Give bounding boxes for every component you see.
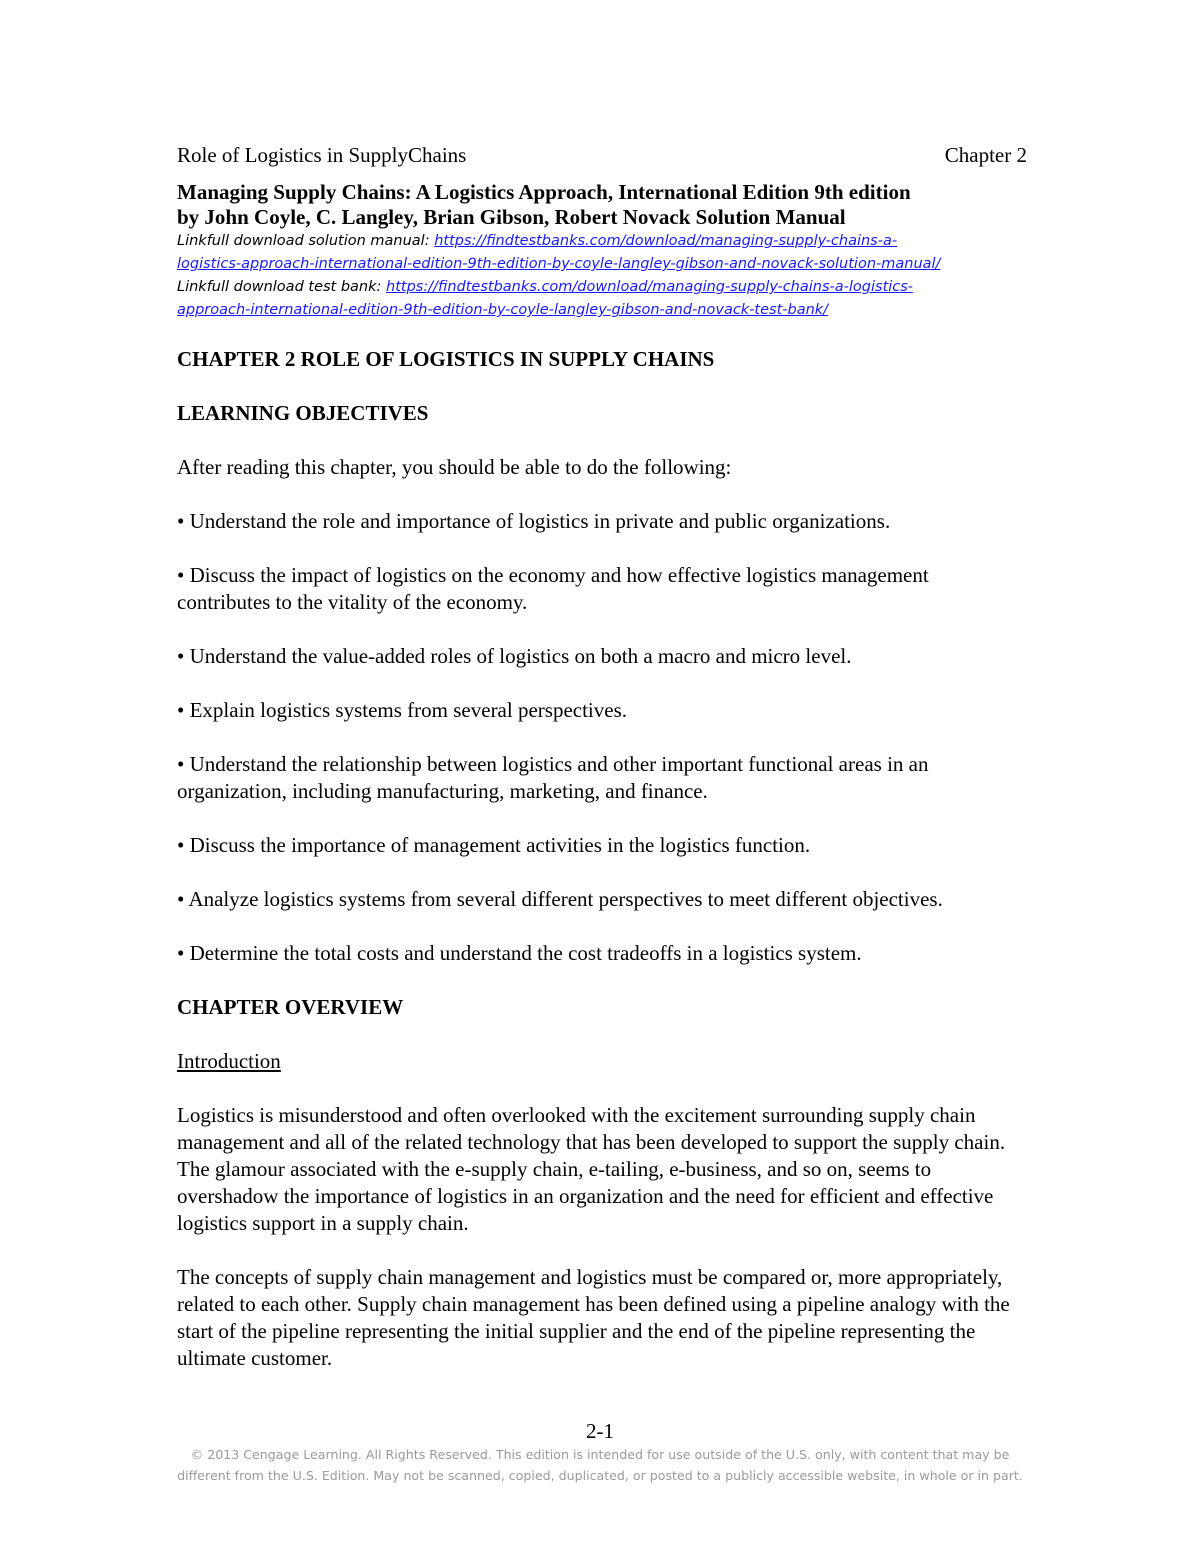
objective-item: • Understand the role and importance of logistics in private and public organizations.	[177, 509, 891, 533]
solution-manual-line	[177, 230, 1027, 253]
introduction-subheading: Introduction	[177, 1049, 281, 1073]
objective-item: • Determine the total costs and understand the cost tradeoffs in a logistics system.	[177, 941, 862, 965]
download-links	[177, 230, 1027, 322]
document-page	[177, 138, 1027, 1372]
test-bank-label: Linkfull download test bank:	[177, 279, 387, 295]
test-bank-link-continued[interactable]: approach-international-edition-9th-edition-by-coyle-langley-gibson-and-novack-test-bank/	[177, 302, 829, 318]
objective-item: • Analyze logistics systems from several different perspectives to meet different objectives.	[177, 887, 943, 911]
chapter-overview-heading: CHAPTER OVERVIEW	[177, 995, 404, 1019]
book-title	[177, 180, 1027, 230]
test-bank-line	[177, 276, 1027, 299]
overview-paragraph-2: The concepts of supply chain management and logistics must be compared or, more appropriately, related to each other. Supply chain management has been defined using a pipeline analogy with the start of the pipeline representing the initial supplier and the end of the pipeline representing the ultimate customer.	[177, 1265, 1010, 1370]
page-number: 2-1	[586, 1419, 614, 1443]
objective-item: • Understand the relationship between logistics and other important functional areas in an organization, including manufacturing, marketing, and finance.	[177, 752, 929, 803]
running-header-title: Role of Logistics in SupplyChains	[177, 143, 467, 167]
objective-item: • Discuss the impact of logistics on the economy and how effective logistics management contributes to the vitality of the economy.	[177, 563, 929, 614]
solution-manual-label: Linkfull download solution manual:	[177, 233, 435, 249]
objectives-list	[177, 508, 1027, 967]
test-bank-link[interactable]: https://findtestbanks.com/download/managing-supply-chains-a-logistics-	[386, 279, 914, 295]
book-title-line-1: Managing Supply Chains: A Logistics Approach, International Edition 9th edition	[177, 180, 911, 204]
solution-manual-link-continued[interactable]: logistics-approach-international-edition-9th-edition-by-coyle-langley-gibson-and-novack-solution-manual/	[177, 256, 941, 272]
learning-objectives-heading: LEARNING OBJECTIVES	[177, 401, 429, 425]
objectives-intro: After reading this chapter, you should be able to do the following:	[177, 455, 732, 479]
objective-item: • Discuss the importance of management activities in the logistics function.	[177, 833, 811, 857]
copyright-notice: © 2013 Cengage Learning. All Rights Reserved. This edition is intended for use outside of the U.S. only, with content that may be different from the U.S. Edition. May not be scanned, copied, duplicated, or posted to a publicly accessible website, in whole or in part.	[177, 1447, 1023, 1483]
chapter-title: CHAPTER 2 ROLE OF LOGISTICS IN SUPPLY CHAINS	[177, 347, 715, 371]
solution-manual-link[interactable]: https://findtestbanks.com/download/managing-supply-chains-a-	[434, 233, 898, 249]
solution-manual-line-2	[177, 253, 1027, 276]
book-title-line-2: by John Coyle, C. Langley, Brian Gibson, Robert Novack Solution Manual	[177, 205, 846, 229]
objective-item: • Explain logistics systems from several perspectives.	[177, 698, 628, 722]
test-bank-line-2	[177, 299, 1027, 322]
running-header-chapter: Chapter 2	[944, 143, 1027, 167]
running-header	[177, 138, 1027, 172]
overview-paragraph-1: Logistics is misunderstood and often overlooked with the excitement surrounding supply chain management and all of the related technology that has been developed to support the supply chain. The glamour associated with the e-supply chain, e-tailing, e-business, and so on, seems to overshadow the importance of logistics in an organization and the need for efficient and effective logistics support in a supply chain.	[177, 1103, 1006, 1235]
objective-item: • Understand the value-added roles of logistics on both a macro and micro level.	[177, 644, 852, 668]
